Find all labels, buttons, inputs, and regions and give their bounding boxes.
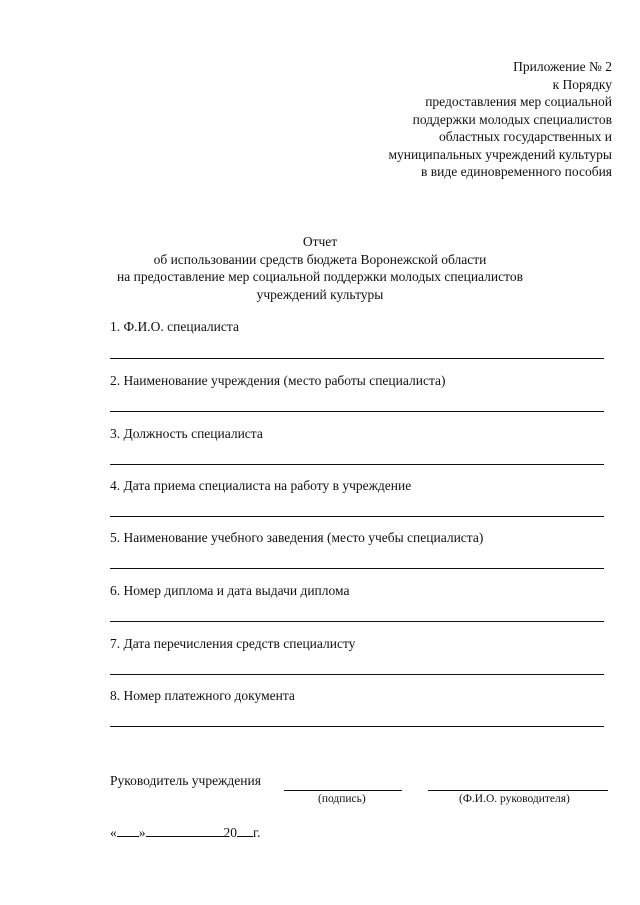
field-label-diploma: 6. Номер диплома и дата выдачи диплома bbox=[110, 583, 350, 598]
field-line-diploma[interactable] bbox=[110, 621, 604, 622]
field-label-school: 5. Наименование учебного заведения (место учебы специалиста) bbox=[110, 530, 484, 545]
date-month-blank[interactable] bbox=[146, 823, 224, 837]
field-line-school[interactable] bbox=[110, 568, 604, 569]
date-year-suffix: г. bbox=[253, 825, 261, 840]
date-close-quote: » bbox=[138, 825, 146, 840]
report-title-block bbox=[0, 233, 640, 303]
report-subtitle-line: об использовании средств бюджета Воронежской области bbox=[153, 251, 487, 267]
report-subtitle-line: на предоставление мер социальной поддержки молодых специалистов bbox=[117, 269, 523, 284]
field-line-payment-doc[interactable] bbox=[110, 726, 604, 727]
date-open-quote: « bbox=[110, 825, 117, 840]
appendix-line: муниципальных учреждений культуры bbox=[388, 146, 612, 162]
field-line-position[interactable] bbox=[110, 464, 604, 465]
field-line-transfer-date[interactable] bbox=[110, 674, 604, 675]
field-label-payment-doc: 8. Номер платежного документа bbox=[110, 688, 295, 703]
field-line-fio[interactable] bbox=[110, 358, 604, 359]
field-label-hire-date: 4. Дата приема специалиста на работу в учреждение bbox=[110, 478, 412, 493]
field-label-institution: 2. Наименование учреждения (место работы специалиста) bbox=[110, 373, 446, 388]
date-year-prefix: 20 bbox=[223, 825, 237, 840]
appendix-header bbox=[388, 58, 612, 181]
date-line bbox=[110, 823, 260, 841]
appendix-line: к Порядку bbox=[552, 76, 612, 92]
field-label-fio: 1. Ф.И.О. специалиста bbox=[110, 319, 239, 334]
director-name-caption: (Ф.И.О. руководителя) bbox=[459, 793, 570, 805]
signature-caption: (подпись) bbox=[318, 793, 366, 805]
signature-label: Руководитель учреждения bbox=[110, 773, 261, 788]
appendix-line: в виде единовременного пособия bbox=[421, 164, 612, 179]
appendix-line: поддержки молодых специалистов bbox=[412, 111, 612, 127]
field-label-position: 3. Должность специалиста bbox=[110, 426, 263, 441]
date-day-blank[interactable] bbox=[117, 823, 139, 837]
field-line-hire-date[interactable] bbox=[110, 516, 604, 517]
appendix-line: предоставления мер социальной bbox=[425, 94, 612, 109]
report-title: Отчет bbox=[302, 234, 338, 249]
date-year-blank[interactable] bbox=[237, 823, 253, 837]
appendix-line: областных государственных и bbox=[439, 129, 612, 144]
field-label-transfer-date: 7. Дата перечисления средств специалисту bbox=[110, 636, 356, 651]
director-name-line[interactable] bbox=[428, 790, 608, 791]
field-line-institution[interactable] bbox=[110, 411, 604, 412]
signature-line[interactable] bbox=[284, 790, 402, 791]
appendix-line: Приложение № 2 bbox=[513, 59, 612, 74]
report-subtitle-line: учреждений культуры bbox=[256, 286, 384, 302]
